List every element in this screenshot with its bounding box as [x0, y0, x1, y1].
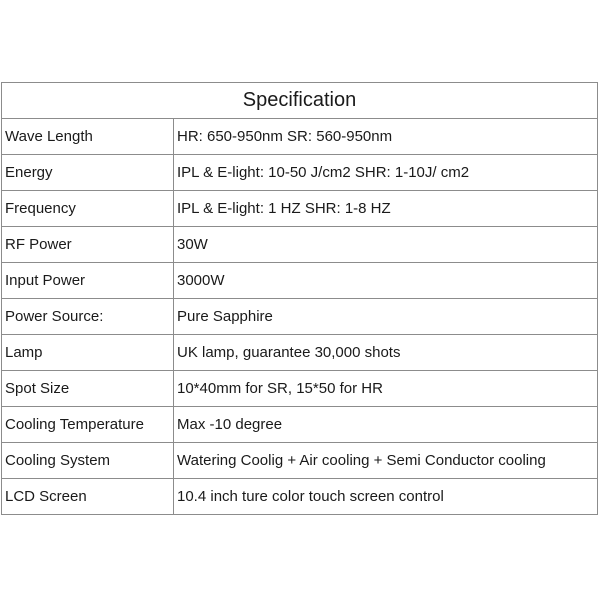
- table-row: [2, 479, 598, 515]
- table-title-row: [2, 83, 598, 119]
- spec-label: Frequency: [2, 191, 174, 227]
- spec-label: Power Source:: [2, 299, 174, 335]
- spec-value: IPL & E-light: 10-50 J/cm2 SHR: 1-10J/ cm2: [174, 155, 598, 191]
- specification-table: [1, 82, 598, 515]
- table-row: [2, 263, 598, 299]
- spec-value: HR: 650-950nm SR: 560-950nm: [174, 119, 598, 155]
- spec-value: 30W: [174, 227, 598, 263]
- spec-value: 10.4 inch ture color touch screen control: [174, 479, 598, 515]
- table-row: [2, 335, 598, 371]
- spec-value: IPL & E-light: 1 HZ SHR: 1-8 HZ: [174, 191, 598, 227]
- spec-label: LCD Screen: [2, 479, 174, 515]
- spec-label: Cooling Temperature: [2, 407, 174, 443]
- spec-label: Spot Size: [2, 371, 174, 407]
- spec-label: Cooling System: [2, 443, 174, 479]
- spec-value: 10*40mm for SR, 15*50 for HR: [174, 371, 598, 407]
- table-title: Specification: [2, 83, 598, 119]
- table-row: [2, 191, 598, 227]
- spec-value: 3000W: [174, 263, 598, 299]
- spec-label: RF Power: [2, 227, 174, 263]
- spec-label: Wave Length: [2, 119, 174, 155]
- table-row: [2, 227, 598, 263]
- table-row: [2, 119, 598, 155]
- table-row: [2, 371, 598, 407]
- table-row: [2, 443, 598, 479]
- table-row: [2, 155, 598, 191]
- table-row: [2, 299, 598, 335]
- spec-value: UK lamp, guarantee 30,000 shots: [174, 335, 598, 371]
- table-row: [2, 407, 598, 443]
- spec-label: Energy: [2, 155, 174, 191]
- spec-value: Pure Sapphire: [174, 299, 598, 335]
- spec-label: Input Power: [2, 263, 174, 299]
- spec-value: Max -10 degree: [174, 407, 598, 443]
- spec-label: Lamp: [2, 335, 174, 371]
- spec-value: Watering Coolig + Air cooling + Semi Conductor cooling: [174, 443, 598, 479]
